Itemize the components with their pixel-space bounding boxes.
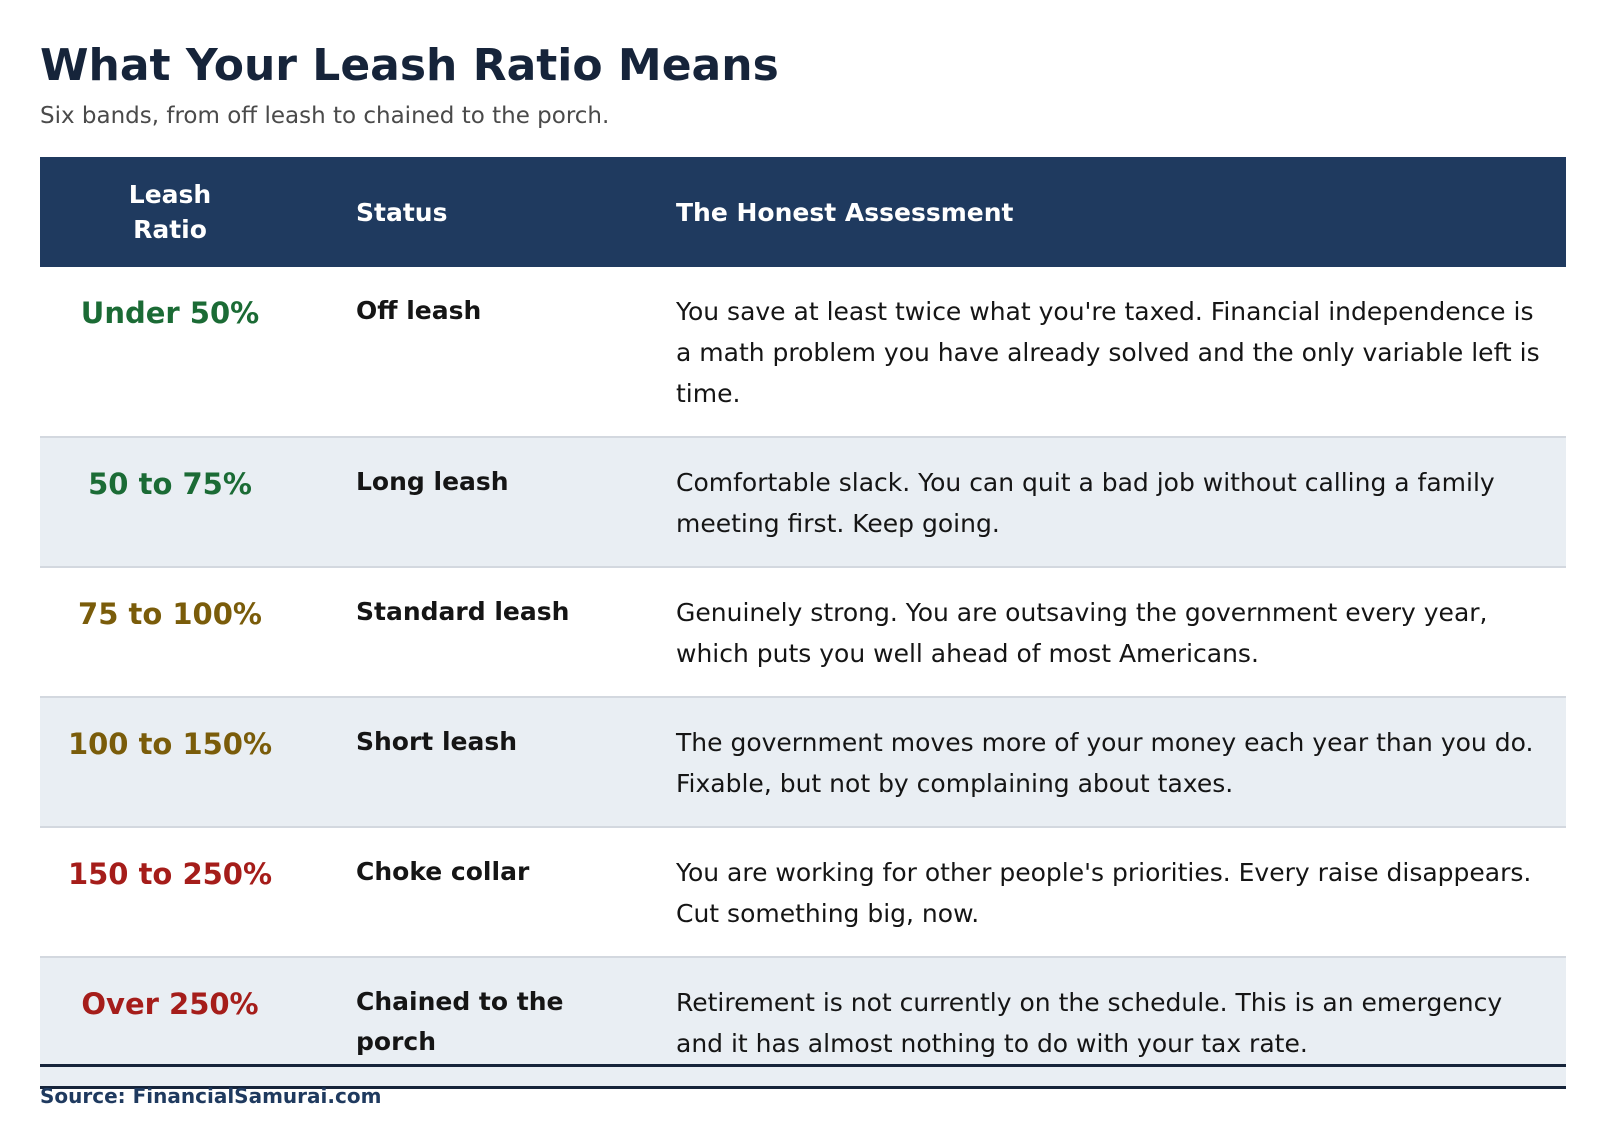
table-row bbox=[40, 267, 1566, 437]
ratio-cell: 100 to 150% bbox=[67, 727, 273, 761]
footer-divider bbox=[40, 1064, 1566, 1067]
ratio-cell: Under 50% bbox=[80, 296, 260, 330]
assessment-cell: You are working for other people's priorities. Every raise disappears. Cut something big, now. bbox=[676, 858, 1532, 928]
column-header-status: Status bbox=[356, 197, 448, 227]
status-cell: Choke collar bbox=[356, 857, 530, 886]
column-header-assessment: The Honest Assessment bbox=[676, 197, 1014, 227]
table-row bbox=[40, 567, 1566, 697]
table-header-row bbox=[40, 157, 1566, 267]
leash-ratio-table bbox=[40, 157, 1566, 1089]
ratio-cell: 50 to 75% bbox=[88, 467, 252, 501]
ratio-cell: Over 250% bbox=[81, 987, 259, 1021]
table-row bbox=[40, 697, 1566, 827]
assessment-cell: The government moves more of your money each year than you do. Fixable, but not by complaining about taxes. bbox=[676, 728, 1534, 798]
page-subtitle: Six bands, from off leash to chained to the porch. bbox=[40, 103, 610, 129]
column-header-leash-ratio: Leash Ratio bbox=[128, 180, 212, 244]
ratio-cell: 75 to 100% bbox=[78, 597, 262, 631]
ratio-cell: 150 to 250% bbox=[67, 857, 273, 891]
table-body bbox=[40, 267, 1566, 1088]
assessment-cell: Genuinely strong. You are outsaving the government every year, which puts you well ahead of most Americans. bbox=[676, 598, 1488, 668]
table-row bbox=[40, 437, 1566, 567]
table-header bbox=[40, 157, 1566, 267]
assessment-cell: Comfortable slack. You can quit a bad job without calling a family meeting first. Keep going. bbox=[676, 468, 1495, 538]
status-cell: Standard leash bbox=[356, 597, 570, 626]
page-title: What Your Leash Ratio Means bbox=[40, 40, 779, 91]
source-credit: Source: FinancialSamurai.com bbox=[40, 1084, 382, 1108]
table-row bbox=[40, 827, 1566, 957]
assessment-cell: You save at least twice what you're taxed. Financial independence is a math problem you have already solved and the only variable left is time. bbox=[676, 297, 1540, 408]
assessment-cell: Retirement is not currently on the schedule. This is an emergency and it has almost nothing to do with your tax rate. bbox=[676, 988, 1503, 1058]
status-cell: Off leash bbox=[356, 296, 482, 325]
status-cell: Chained to the porch bbox=[356, 987, 564, 1056]
table-row bbox=[40, 957, 1566, 1088]
status-cell: Short leash bbox=[356, 727, 518, 756]
status-cell: Long leash bbox=[356, 467, 509, 496]
